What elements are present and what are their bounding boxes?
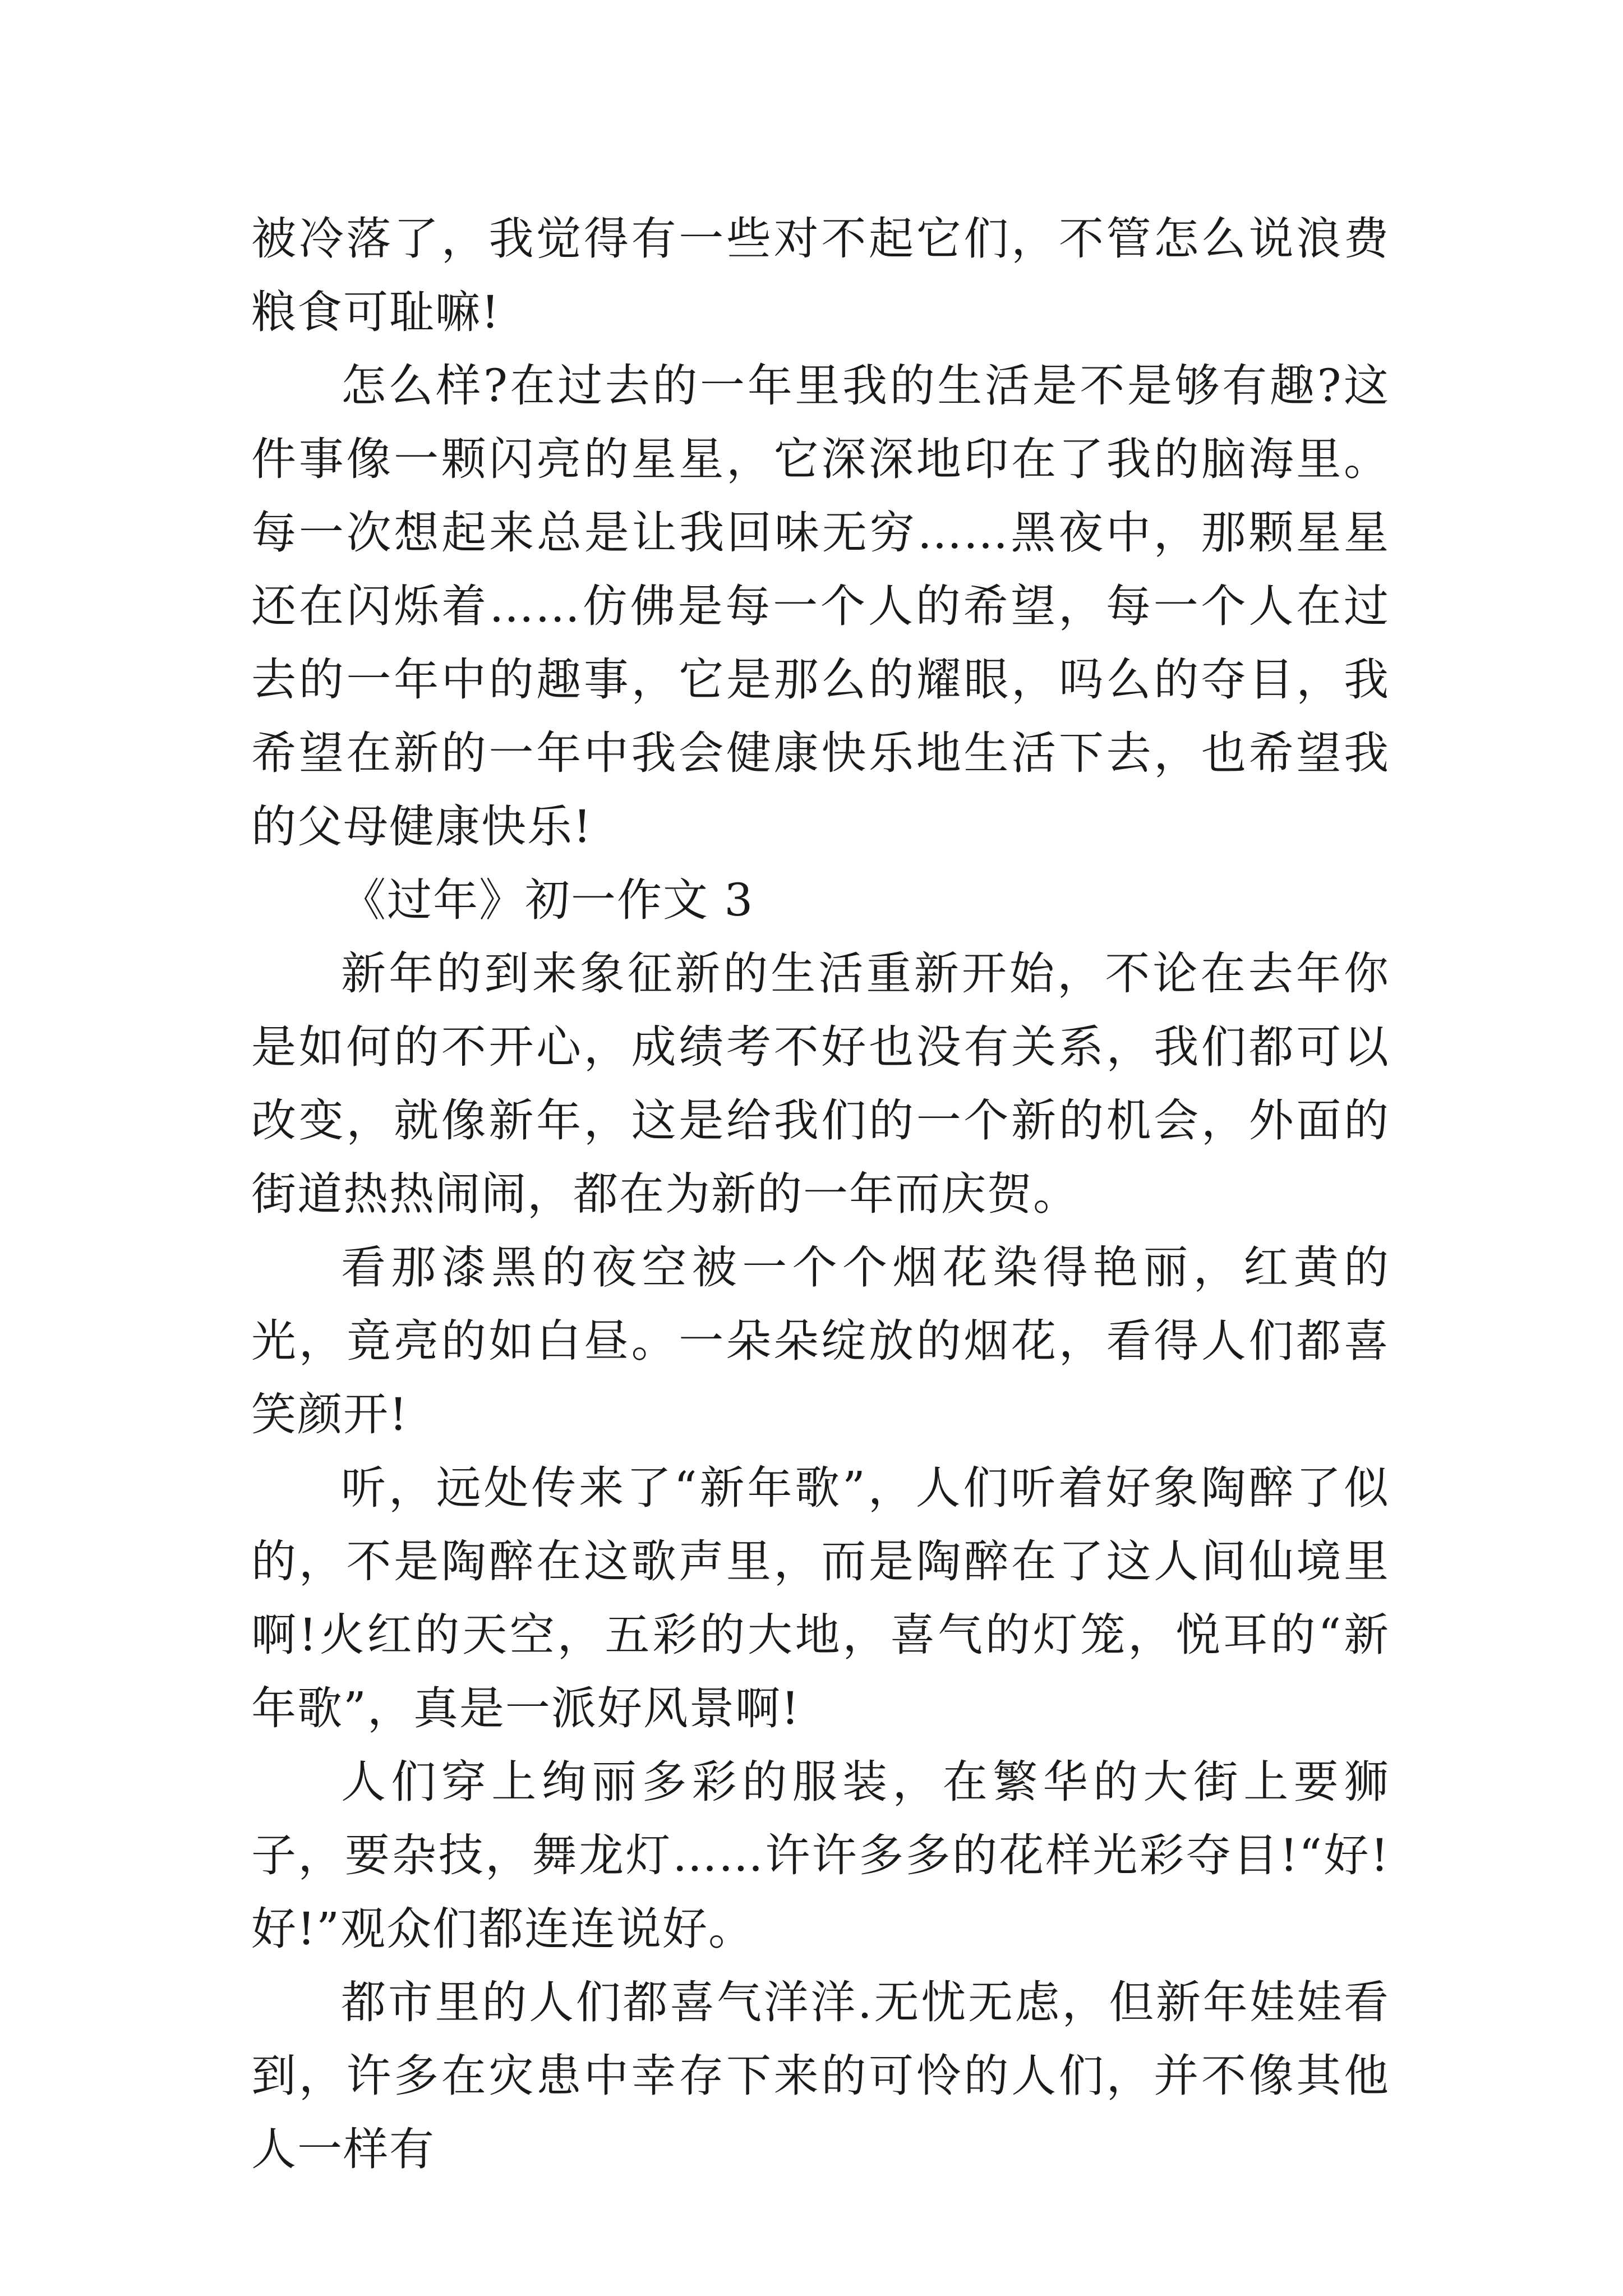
paragraph: 听，远处传来了“新年歌”，人们听着好象陶醉了似的，不是陶醉在这歌声里，而是陶醉在了这人间仙境里啊!火红的天空，五彩的大地，喜气的灯笼，悦耳的“新年歌”，真是一派好风景啊! bbox=[251, 1462, 1390, 1734]
section-heading: 《过年》初一作文 3 bbox=[341, 874, 754, 926]
paragraph-continuation: 被冷落了，我觉得有一些对不起它们，不管怎么说浪费粮食可耻嘛! bbox=[251, 213, 1390, 338]
paragraph: 人们穿上绚丽多彩的服装，在繁华的大街上要狮子，要杂技，舞龙灯……许许多多的花样光彩夺目!“好!好!”观众们都连连说好。 bbox=[251, 1756, 1390, 1955]
paragraph: 新年的到来象征新的生活重新开始，不论在去年你是如何的不开心，成绩考不好也没有关系，我们都可以改变，就像新年，这是给我们的一个新的机会，外面的街道热热闹闹，都在为新的一年而庆贺。 bbox=[251, 947, 1390, 1220]
paragraph: 怎么样?在过去的一年里我的生活是不是够有趣?这件事像一颗闪亮的星星，它深深地印在了我的脑海里。每一次想起来总是让我回味无穷……黑夜中，那颗星星还在闪烁着……仿佛是每一个人的希望，每一个人在过去的一年中的趣事，它是那么的耀眼，吗么的夺目，我希望在新的一年中我会健康快乐地生活下去，也希望我的父母健康快乐! bbox=[251, 360, 1390, 853]
document-body bbox=[251, 202, 1390, 2186]
paragraph: 看那漆黑的夜空被一个个烟花染得艳丽，红黄的光，竟亮的如白昼。一朵朵绽放的烟花，看得人们都喜笑颜开! bbox=[251, 1241, 1390, 1441]
paragraph: 都市里的人们都喜气洋洋.无忧无虑，但新年娃娃看到，许多在灾患中幸存下来的可怜的人们，并不像其他人一样有 bbox=[251, 1976, 1390, 2175]
